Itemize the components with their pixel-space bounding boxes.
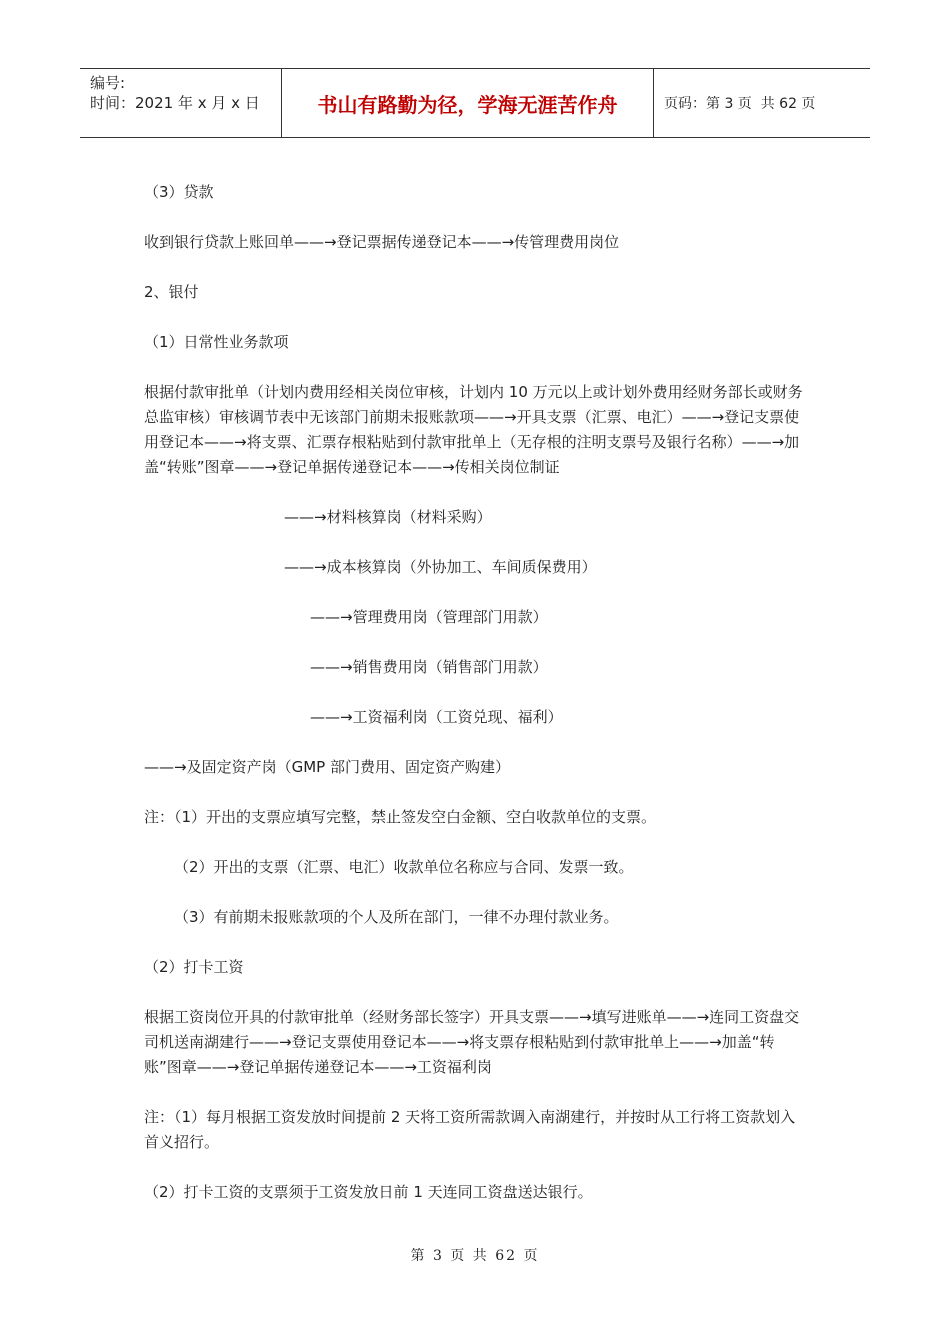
note-paragraph: （2）打卡工资的支票须于工资发放日前 1 天连同工资盘送达银行。 bbox=[144, 1183, 593, 1201]
flow-branch: ——→工资福利岗（工资兑现、福利） bbox=[310, 708, 563, 726]
header-page-label: 页码：第 3 页 共 62 页 bbox=[664, 96, 816, 112]
page-footer: 第 3 页 共 62 页 bbox=[410, 1248, 540, 1264]
section-heading: 2、银付 bbox=[144, 283, 199, 301]
section-heading: （1）日常性业务款项 bbox=[144, 333, 289, 351]
flow-branch: ——→材料核算岗（材料采购） bbox=[284, 508, 492, 526]
document-number-label: 编号: bbox=[90, 74, 126, 92]
page-header bbox=[80, 68, 870, 138]
flow-branch: ——→成本核算岗（外协加工、车间质保费用） bbox=[284, 558, 597, 576]
header-motto: 书山有路勤为径，学海无涯苦作舟 bbox=[282, 69, 654, 137]
document-date: 时间：2021 年 x 月 x 日 bbox=[90, 94, 260, 112]
section-heading: （2）打卡工资 bbox=[144, 958, 244, 976]
note-paragraph: （3）有前期未报账款项的个人及所在部门，一律不办理付款业务。 bbox=[174, 908, 619, 926]
flow-branch: ——→销售费用岗（销售部门用款） bbox=[310, 658, 548, 676]
body-paragraph: 根据工资岗位开具的付款审批单（经财务部长签字）开具支票——→填写进账单——→连同工资盘交司机送南湖建行——→登记支票使用登记本——→将支票存根粘贴到付款审批单上——→加盖“转账”图章——→登记单据传递登记本——→工资福利岗 bbox=[144, 1008, 800, 1076]
section-heading: （3）贷款 bbox=[144, 183, 214, 201]
note-paragraph: 注：（1）开出的支票应填写完整，禁止签发空白金额、空白收款单位的支票。 bbox=[144, 808, 657, 826]
flow-branch: ——→管理费用岗（管理部门用款） bbox=[310, 608, 548, 626]
body-paragraph: 收到银行贷款上账回单——→登记票据传递登记本——→传管理费用岗位 bbox=[144, 233, 620, 251]
header-meta bbox=[80, 69, 282, 137]
document-body bbox=[144, 180, 804, 1205]
note-paragraph: （2）开出的支票（汇票、电汇）收款单位名称应与合同、发票一致。 bbox=[174, 858, 634, 876]
header-page-info bbox=[654, 69, 870, 137]
flow-branch: ——→及固定资产岗（GMP 部门费用、固定资产购建） bbox=[144, 758, 510, 776]
note-paragraph: 注：（1）每月根据工资发放时间提前 2 天将工资所需款调入南湖建行，并按时从工行将工资款划入首义招行。 bbox=[144, 1108, 796, 1151]
body-paragraph: 根据付款审批单（计划内费用经相关岗位审核，计划内 10 万元以上或计划外费用经财务部长或财务总监审核）审核调节表中无该部门前期未报账款项——→开具支票（汇票、电汇）——→登记支票使用登记本——→将支票、汇票存根粘贴到付款审批单上（无存根的注明支票号及银行名称）——→加盖“转账”图章——→登记单据传递登记本——→传相关岗位制证 bbox=[144, 383, 803, 476]
